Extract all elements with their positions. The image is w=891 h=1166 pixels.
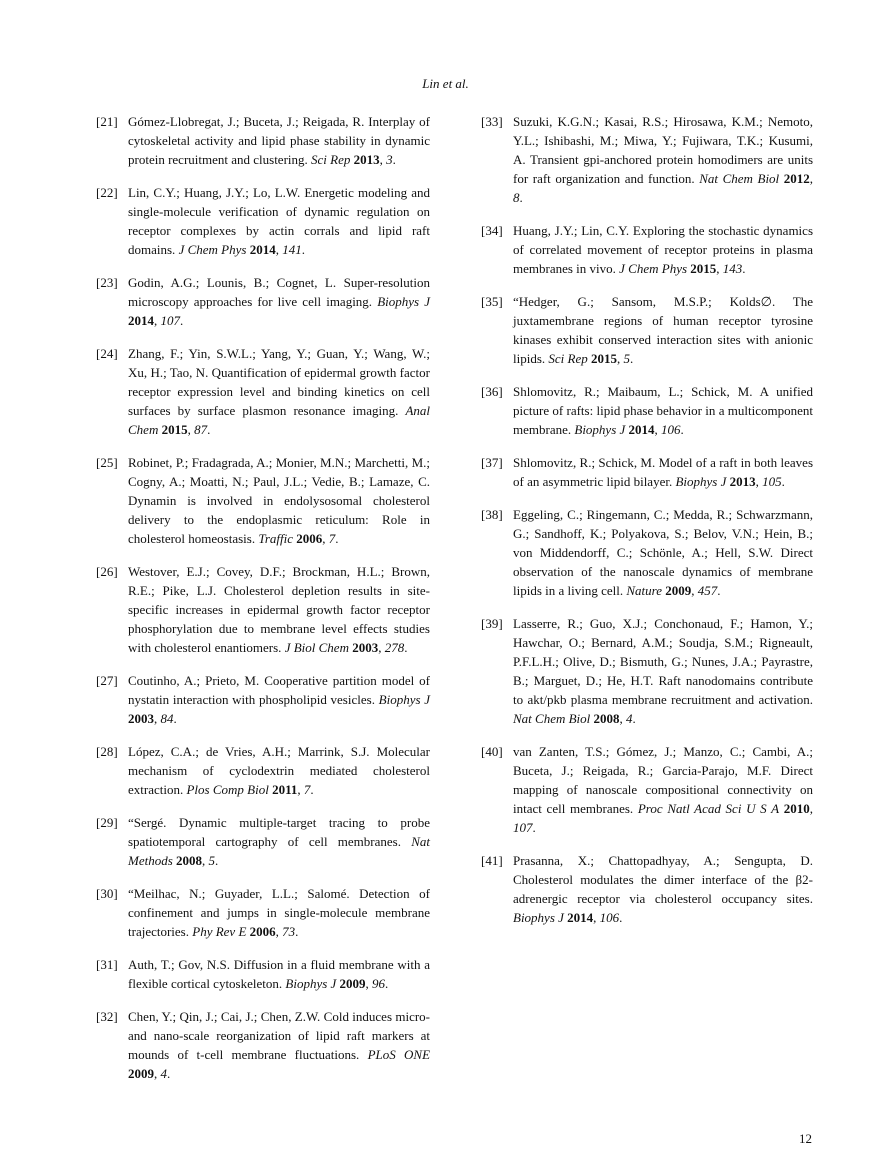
reference-entry [96,1007,430,1083]
reference-number: [24] [96,346,118,361]
reference-authors: Prasanna, X.; Chattopadhyay, A.; Sengupta, D. [513,853,813,868]
reference-title: Dynamin is involved in endolysosomal cholesterol delivery to the endoplasmic reticulum: Role in cholesterol homeostasis. [128,493,430,546]
reference-number: [30] [96,886,118,901]
reference-journal: Nature [626,583,663,598]
reference-text: Prasanna, X.; Chattopadhyay, A.; Sengupta, D. Cholesterol modulates the dimer interface of the β2-adrenergic receptor via cholesterol occupancy sites. Biophys J 2014, 106. [513,853,813,925]
reference-authors: van Zanten, T.S.; Gómez, J.; Manzo, C.; Cambi, A.; Buceta, J.; Reigada, R.; Garcia-Parajo, M.F. [513,744,813,778]
reference-volume: 84 [160,711,174,726]
reference-title: Cholesterol modulates the dimer interface of the β2-adrenergic receptor via cholesterol occupancy sites. [513,872,813,906]
reference-number: [23] [96,275,118,290]
reference-entry [96,562,430,657]
reference-volume: 106 [599,910,620,925]
reference-volume: 7 [328,531,336,546]
reference-authors: Lin, C.Y.; Huang, J.Y.; Lo, L.W. [128,185,301,200]
reference-authors: Westover, E.J.; Covey, D.F.; Brockman, H.L.; Brown, R.E.; Pike, L.J. [128,564,430,598]
running-header: Lin et al. [422,76,469,91]
reference-journal: Biophys J [513,910,564,925]
reference-number: [41] [481,853,503,868]
reference-text: “Meilhac, N.; Guyader, L.L.; Salomé. Detection of confinement and jumps in single-molecule membrane trajectories. Phy Rev E 2006, 73. [128,886,430,939]
reference-text: Lasserre, R.; Guo, X.J.; Conchonaud, F.; Hamon, Y.; Hawchar, O.; Bernard, A.M.; Soudja, S.M.; Rigneault, P.F.L.H.; Olive, D.; Bismuth, G.; Nunes, J.A.; Payrastre, B.; Marguet, D.; He, H.T. Raft nanodomains contribute to akt/pkb plasma membrane recruitment and activation. Nat Chem Biol 2008, 4. [513,616,813,726]
reference-authors: López, C.A.; de Vries, A.H.; Marrink, S.J. [128,744,370,759]
reference-number: [31] [96,957,118,972]
reference-entry [96,813,430,870]
reference-year: 2010 [783,801,810,816]
reference-text: van Zanten, T.S.; Gómez, J.; Manzo, C.; Cambi, A.; Buceta, J.; Reigada, R.; Garcia-Parajo, M.F. Direct mapping of nanoscale compositional connectivity on intact cell membranes. Proc Natl Acad Sci U S A 2010, 107. [513,744,814,835]
reference-authors: Shlomovitz, R.; Maibaum, L.; Schick, M. [513,384,753,399]
reference-entry [481,382,813,439]
reference-authors: Chen, Y.; Qin, J.; Cai, J.; Chen, Z.W. [128,1009,321,1024]
reference-number: [29] [96,815,118,830]
reference-authors: Gómez-Llobregat, J.; Buceta, J.; Reigada, R. [128,114,365,129]
reference-year: 2008 [593,711,620,726]
reference-entry [481,614,813,728]
reference-authors: Godin, A.G.; Lounis, B.; Cognet, L. [128,275,337,290]
reference-journal: Biophys J [574,422,626,437]
reference-text: Robinet, P.; Fradagrada, A.; Monier, M.N.; Marchetti, M.; Cogny, A.; Moatti, N.; Paul, J.L.; Vedie, B.; Lamaze, C. Dynamin is involved in endolysosomal cholesterol delivery to the endoplasmic reticulum: Role in cholesterol homeostasis. Traffic 2006, 7. [128,455,430,546]
reference-year: 2009 [665,583,692,598]
reference-volume: 278 [384,640,405,655]
reference-text: Westover, E.J.; Covey, D.F.; Brockman, H.L.; Brown, R.E.; Pike, L.J. Cholesterol depletion results in site-specific increases in epidermal growth factor receptor phosphorylation due to membrane level effects studies with cholesterol enantiomers. J Biol Chem 2003, 278. [128,564,430,655]
reference-entry [481,221,813,278]
reference-text: Chen, Y.; Qin, J.; Cai, J.; Chen, Z.W. Cold induces micro- and nano-scale reorganization of lipid raft markers at mounds of t-cell membrane fluctuations. PLoS ONE 2009, 4. [128,1009,431,1081]
reference-authors: Suzuki, K.G.N.; Kasai, R.S.; Hirosawa, K.M.; Nemoto, Y.L.; Ishibashi, M.; Miwa, Y.; Fujiwara, T.K.; Kusumi, A. [513,114,813,167]
reference-year: 2003 [352,640,379,655]
reference-entry [481,292,813,368]
reference-volume: 457 [697,583,718,598]
reference-year: 2003 [128,711,154,726]
reference-entry [481,112,813,207]
reference-authors: Zhang, F.; Yin, S.W.L.; Yang, Y.; Guan, Y.; Wang, W.; Xu, H.; Tao, N. [128,346,430,380]
reference-volume: 4 [626,711,633,726]
reference-title: Direct mapping of nanoscale compositional connectivity on intact cell membranes. [513,763,813,816]
reference-entry [481,742,813,837]
reference-year: 2014 [567,910,594,925]
reference-year: 2015 [690,261,717,276]
reference-number: [39] [481,616,503,631]
reference-year: 2015 [161,422,188,437]
reference-title: Transient gpi-anchored protein homodimers are units for raft organization and function. [513,152,814,186]
reference-number: [40] [481,744,503,759]
reference-journal: Plos Comp Biol [186,782,269,797]
reference-authors: Auth, T.; Gov, N.S. [128,957,231,972]
reference-year: 2006 [296,531,323,546]
reference-entry [96,955,430,993]
reference-number: [35] [481,294,503,309]
reference-year: 2013 [729,474,756,489]
reference-authors: “Hedger, G.; Sansom, M.S.P.; Kolds∅. [513,294,776,309]
reference-text: Zhang, F.; Yin, S.W.L.; Yang, Y.; Guan, Y.; Wang, W.; Xu, H.; Tao, N. Quantification of epidermal growth factor receptor expression level and binding kinetics on cell surfaces by surface plasmon resonance imaging. Anal Chem 2015, 87. [128,346,430,437]
reference-entry [96,183,430,259]
reference-title: Detection of confinement and jumps in single-molecule membrane trajectories. [128,886,430,939]
reference-journal: J Chem Phys [619,261,688,276]
reference-year: 2013 [353,152,380,167]
reference-authors: Lasserre, R.; Guo, X.J.; Conchonaud, F.; Hamon, Y.; Hawchar, O.; Bernard, A.M.; Soudja, S.M.; Rigneault, P.F.L.H.; Olive, D.; Bismuth, G.; Nunes, J.A.; Payrastre, B.; Marguet, D.; He, H.T. [513,616,813,688]
reference-title: Super-resolution microscopy approaches for live cell imaging. [128,275,431,309]
reference-entry [481,453,813,491]
reference-column-left [96,112,430,1083]
reference-entry [96,273,430,330]
reference-authors: Eggeling, C.; Ringemann, C.; Medda, R.; Schwarzmann, G.; Sandhoff, K.; Polyakova, S.; Belov, V.N.; Hein, B.; von Middendorff, C.; Schönle, A.; Hell, S.W. [513,507,813,560]
reference-text: Suzuki, K.G.N.; Kasai, R.S.; Hirosawa, K.M.; Nemoto, Y.L.; Ishibashi, M.; Miwa, Y.; Fujiwara, T.K.; Kusumi, A. Transient gpi-anchored protein homodimers are units for raft organization and function. Nat Chem Biol 2012, 8. [513,114,814,205]
reference-entry [481,851,813,927]
reference-number: [38] [481,507,503,522]
reference-number: [33] [481,114,503,129]
reference-number: [34] [481,223,503,238]
reference-journal: Biophys J [377,294,430,309]
reference-title: Quantification of epidermal growth factor receptor expression level and binding kinetics on cell surfaces by surface plasmon resonance imaging. [128,365,430,418]
reference-journal: J Biol Chem [284,640,349,655]
reference-entry [96,671,430,728]
reference-authors: Robinet, P.; Fradagrada, A.; Monier, M.N.; Marchetti, M.; Cogny, A.; Moatti, N.; Paul, J.L.; Vedie, B.; Lamaze, C. [128,455,430,489]
reference-title: Raft nanodomains contribute to akt/pkb plasma membrane recruitment and activation. [513,673,813,707]
reference-volume: 106 [661,422,681,437]
reference-number: [22] [96,185,118,200]
reference-entry [96,453,430,548]
reference-title: Direct observation of the nanoscale dynamics of membrane lipids in a living cell. [513,545,813,598]
reference-volume: 8 [513,190,520,205]
reference-number: [26] [96,564,118,579]
reference-text: Shlomovitz, R.; Schick, M. Model of a raft in both leaves of an asymmetric lipid bilayer. Biophys J 2013, 105. [513,455,813,489]
reference-volume: 143 [722,261,743,276]
reference-entry [96,112,430,169]
reference-entry [96,884,430,941]
reference-authors: Shlomovitz, R.; Schick, M. [513,455,656,470]
reference-year: 2011 [272,782,298,797]
reference-authors: “Sergé. [128,815,167,830]
reference-year: 2014 [128,313,154,328]
reference-title: Molecular mechanism of cyclodextrin mediated cholesterol extraction. [128,744,431,797]
reference-journal: Phy Rev E [192,924,247,939]
reference-authors: Huang, J.Y.; Lin, C.Y. [513,223,630,238]
reference-title: Interplay of cytoskeletal activity and lipid phase stability in dynamic protein recruitment and clustering. [128,114,430,167]
reference-year: 2008 [176,853,203,868]
reference-number: [21] [96,114,118,129]
reference-year: 2009 [128,1066,154,1081]
page-number: 12 [799,1131,812,1146]
reference-volume: 96 [372,976,386,991]
reference-volume: 105 [762,474,782,489]
reference-year: 2006 [249,924,276,939]
reference-text: Coutinho, A.; Prieto, M. Cooperative partition model of nystatin interaction with phospholipid vesicles. Biophys J 2003, 84. [128,673,431,726]
reference-text: Auth, T.; Gov, N.S. Diffusion in a fluid membrane with a flexible cortical cytoskeleton. Biophys J 2009, 96. [128,957,431,991]
reference-number: [37] [481,455,503,470]
reference-journal: Sci Rep [311,152,351,167]
reference-number: [28] [96,744,118,759]
reference-volume: 3 [386,152,393,167]
reference-title: Cooperative partition model of nystatin interaction with phospholipid vesicles. [128,673,431,707]
reference-number: [32] [96,1009,118,1024]
reference-volume: 4 [160,1066,167,1081]
reference-text: Eggeling, C.; Ringemann, C.; Medda, R.; Schwarzmann, G.; Sandhoff, K.; Polyakova, S.; Belov, V.N.; Hein, B.; von Middendorff, C.; Schönle, A.; Hell, S.W. Direct observation of the nanoscale dynamics of membrane lipids in a living cell. Nature 2009, 457. [513,507,813,598]
reference-journal: Traffic [258,531,294,546]
reference-title: Cold induces micro- and nano-scale reorganization of lipid raft markers at mounds of t-cell membrane fluctuations. [128,1009,431,1062]
reference-text: “Hedger, G.; Sansom, M.S.P.; Kolds∅. The juxtamembrane regions of human receptor tyrosine kinases exhibit conserved interaction sites with anionic lipids. Sci Rep 2015, 5. [513,294,813,366]
reference-year: 2014 [628,422,655,437]
reference-entry [96,742,430,799]
reference-number: [27] [96,673,118,688]
reference-text: Huang, J.Y.; Lin, C.Y. Exploring the stochastic dynamics of correlated movement of receptor proteins in plasma membranes in vivo. J Chem Phys 2015, 143. [513,223,813,276]
reference-year: 2009 [339,976,366,991]
reference-volume: 7 [303,782,311,797]
reference-year: 2014 [249,242,276,257]
reference-journal: J Chem Phys [178,242,247,257]
reference-journal: Sci Rep [548,351,588,366]
reference-column-right [481,112,813,927]
reference-text: “Sergé. Dynamic multiple-target tracing to probe spatiotemporal cartography of cell membranes. Nat Methods 2008, 5. [128,815,430,868]
reference-text: Shlomovitz, R.; Maibaum, L.; Schick, M. A unified picture of rafts: lipid phase behavior in a multicomponent membrane. Biophys J 2014, 106. [513,384,813,437]
reference-authors: “Meilhac, N.; Guyader, L.L.; Salomé. [128,886,350,901]
reference-volume: 107 [160,313,180,328]
reference-year: 2015 [591,351,617,366]
reference-volume: 87 [194,422,208,437]
reference-authors: Coutinho, A.; Prieto, M. [128,673,260,688]
reference-year: 2012 [783,171,810,186]
reference-volume: 73 [282,924,296,939]
reference-journal: PLoS ONE [367,1047,431,1062]
reference-text: Lin, C.Y.; Huang, J.Y.; Lo, L.W. Energetic modeling and single-molecule verification of dynamic regulation on receptor complexes by actin corrals and lipid raft domains. J Chem Phys 2014, 141. [128,185,430,257]
reference-title: Cholesterol depletion results in site-specific increases in epidermal growth factor receptor phosphorylation due to membrane level effects studies with cholesterol enantiomers. [128,583,430,655]
reference-title: Diffusion in a fluid membrane with a flexible cortical cytoskeleton. [128,957,431,991]
reference-title: Dynamic multiple-target tracing to probe spatiotemporal cartography of cell membranes. [128,815,430,849]
reference-entry [96,344,430,439]
reference-journal: Nat Chem Biol [699,171,780,186]
reference-title: Exploring the stochastic dynamics of correlated movement of receptor proteins in plasma membranes in vivo. [513,223,813,276]
reference-text: López, C.A.; de Vries, A.H.; Marrink, S.J. Molecular mechanism of cyclodextrin mediated cholesterol extraction. Plos Comp Biol 2011, 7. [128,744,431,797]
reference-number: [25] [96,455,118,470]
reference-entry [481,505,813,600]
reference-journal: Anal Chem [128,403,430,437]
reference-journal: Biophys J [378,692,431,707]
reference-title: The juxtamembrane regions of human receptor tyrosine kinases exhibit conserved interaction sites with anionic lipids. [513,294,813,366]
reference-journal: Biophys J [285,976,337,991]
reference-volume: 5 [208,853,216,868]
reference-text: Godin, A.G.; Lounis, B.; Cognet, L. Super-resolution microscopy approaches for live cell imaging. Biophys J 2014, 107. [128,275,431,328]
reference-text: Gómez-Llobregat, J.; Buceta, J.; Reigada, R. Interplay of cytoskeletal activity and lipid phase stability in dynamic protein recruitment and clustering. Sci Rep 2013, 3. [128,114,430,167]
reference-volume: 141 [282,242,302,257]
reference-journal: Nat Chem Biol [513,711,591,726]
reference-title: Model of a raft in both leaves of an asymmetric lipid bilayer. [513,455,813,489]
reference-title: A unified picture of rafts: lipid phase behavior in a multicomponent membrane. [513,384,813,437]
reference-journal: Nat Methods [128,834,430,868]
reference-volume: 107 [513,820,533,835]
reference-volume: 5 [623,351,630,366]
reference-title: Energetic modeling and single-molecule verification of dynamic regulation on receptor complexes by actin corrals and lipid raft domains. [128,185,430,257]
reference-journal: Proc Natl Acad Sci U S A [637,801,780,816]
reference-journal: Biophys J [675,474,727,489]
reference-number: [36] [481,384,503,399]
